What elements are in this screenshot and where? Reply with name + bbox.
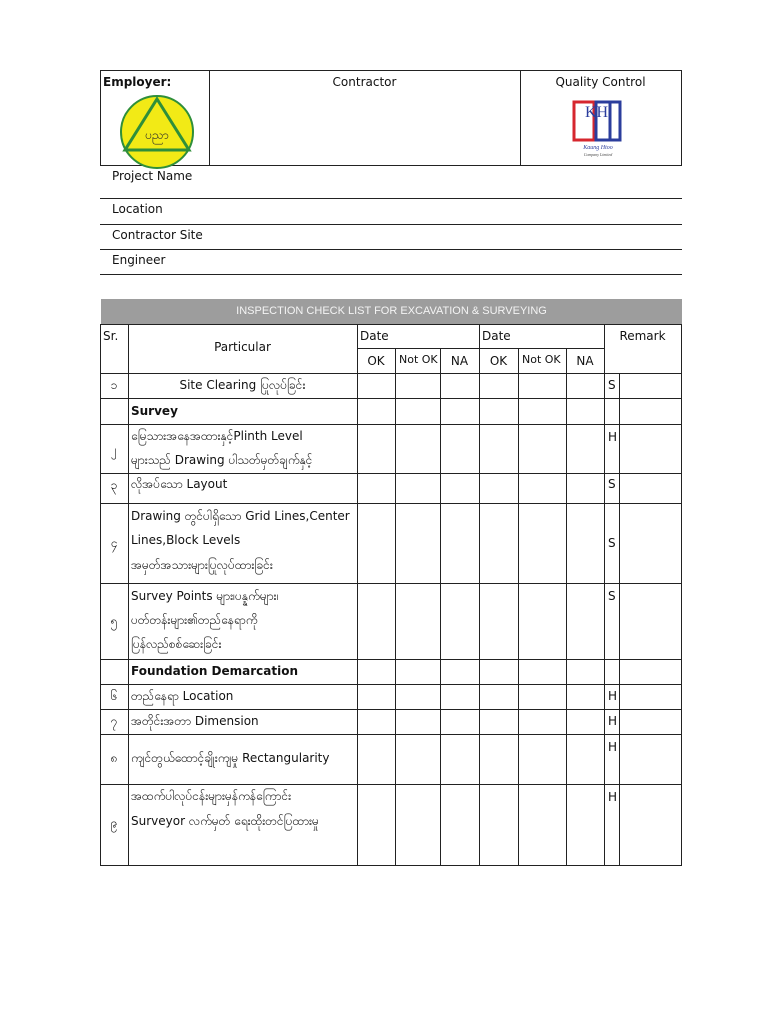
row-remark: S	[608, 378, 616, 392]
kh-logo	[570, 98, 630, 160]
info-divider	[100, 224, 682, 225]
row-particular: Site Clearing ပြုလုပ်ခြင်း	[179, 378, 306, 392]
col-sr-header: Sr.	[103, 329, 119, 343]
row-sr: ၆	[110, 689, 118, 703]
project-name-label: Project Name	[112, 169, 193, 183]
col-date2-header: Date	[482, 329, 511, 343]
col-date1-header: Date	[360, 329, 389, 343]
row-particular-line: များသည် Drawing ပါသတ်မှတ်ချက်နှင့်	[131, 453, 313, 467]
row-particular-line: Surveyor လက်မှတ် ရေးထိုးတင်ပြထားမှု	[131, 814, 319, 828]
col-na1: NA	[450, 354, 469, 368]
section-heading: Survey	[131, 404, 178, 418]
row-remark: S	[608, 589, 616, 603]
row-particular-line: လိုအပ်သော Layout	[131, 477, 228, 491]
col-particular-header: Particular	[214, 340, 271, 354]
row-particular-line: မြေသားအနေအထားနှင့်Plinth Level	[131, 429, 303, 443]
row-remark: H	[608, 740, 618, 754]
row-sr: ၃	[110, 478, 118, 492]
kh-logo-name: Kaung Htoo	[583, 145, 613, 151]
row-particular-line: Drawing တွင်ပါရှိသော Grid Lines,Center	[131, 509, 350, 523]
col-na2: NA	[576, 354, 594, 368]
row-sr: ၂	[111, 443, 117, 457]
row-particular-line: ပြန်လည်စစ်ဆေးခြင်း	[131, 637, 222, 651]
row-particular-line: အထက်ပါလုပ်ငန်းများမှန်ကန်ကြောင်း	[131, 789, 292, 803]
section-heading: Foundation Demarcation	[131, 664, 299, 678]
row-particular-line: Survey Points များ၊ပန္နက်များ၊	[131, 589, 279, 603]
row-sr: ၅	[110, 614, 118, 628]
info-divider	[100, 249, 682, 250]
quality-control-label: Quality Control	[555, 75, 646, 89]
col-ok1: OK	[367, 354, 385, 368]
row-remark: S	[608, 477, 616, 491]
col-ok2: OK	[489, 354, 508, 368]
row-particular-line: အမှတ်အသားများပြုလုပ်ထားခြင်း	[131, 558, 273, 572]
row-particular-line: တည်နေရာ Location	[131, 689, 234, 703]
checklist-title-banner	[101, 299, 682, 324]
employer-label: Employer:	[103, 75, 172, 89]
contractor-label: Contractor	[332, 75, 397, 89]
kh-logo-letters: KH	[585, 104, 609, 121]
col-notok1: Not OK	[399, 353, 438, 366]
row-remark: H	[608, 689, 618, 703]
row-particular-line: Lines,Block Levels	[131, 533, 241, 547]
row-sr: ၁	[110, 378, 118, 392]
row-particular-line: ကျင်တွယ်ထောင့်ချိုးကျမှု Rectangularity	[131, 751, 330, 765]
row-remark: H	[608, 430, 618, 444]
info-divider	[100, 274, 682, 275]
info-divider	[100, 198, 682, 199]
row-sr: ၇	[110, 714, 118, 728]
row-sr: ၈	[110, 751, 118, 765]
employer-logo	[118, 93, 196, 175]
employer-logo-text: ပညာ	[145, 128, 169, 142]
contractor-site-label: Contractor Site	[112, 228, 203, 242]
row-sr: ၉	[110, 816, 118, 830]
row-sr: ၄	[110, 536, 118, 550]
col-remark-header: Remark	[619, 329, 666, 343]
row-particular-line: ပတ်တန်းများ၏တည်နေရာကို	[131, 613, 258, 627]
checklist-title: INSPECTION CHECK LIST FOR EXCAVATION & SURVEYING	[236, 305, 547, 317]
row-remark: H	[608, 714, 618, 728]
row-remark: S	[608, 536, 616, 550]
engineer-label: Engineer	[112, 253, 166, 267]
col-notok2: Not OK	[522, 353, 561, 366]
row-remark: H	[608, 790, 618, 804]
location-label: Location	[112, 202, 163, 216]
row-particular-line: အတိုင်းအတာ Dimension	[131, 714, 259, 728]
kh-logo-sub: Company Limited	[583, 152, 613, 157]
